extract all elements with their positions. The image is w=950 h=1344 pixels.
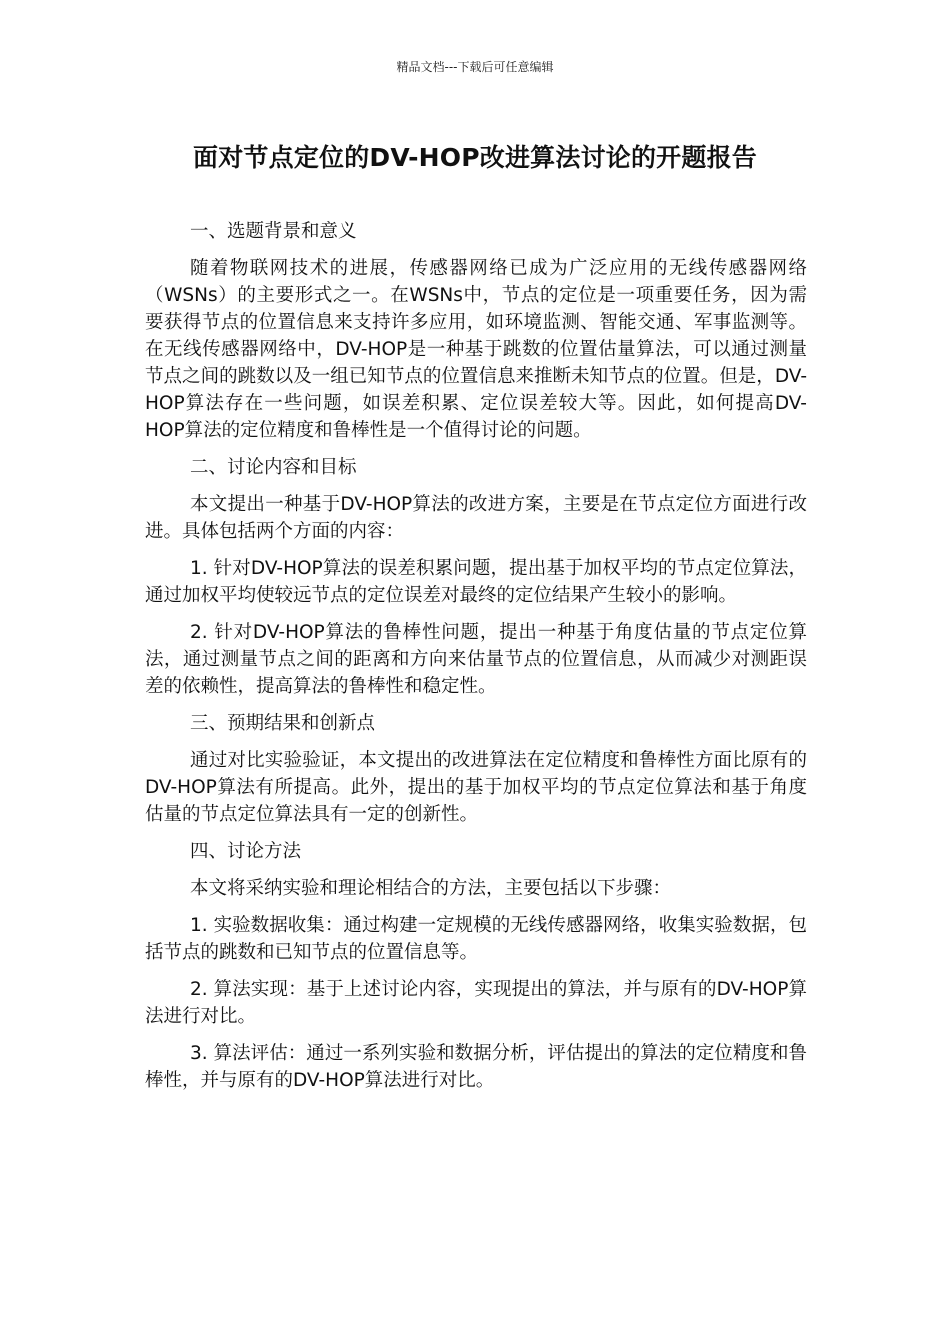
- section-heading: 三、预期结果和创新点: [190, 713, 376, 734]
- section-heading: 四、讨论方法: [190, 841, 302, 862]
- document-body: [145, 218, 807, 1104]
- paragraph: 2. 算法实现：基于上述讨论内容，实现提出的算法，并与原有的DV-HOP算法进行对比。: [145, 979, 807, 1027]
- paragraph: 1. 实验数据收集：通过构建一定规模的无线传感器网络，收集实验数据，包括节点的跳数和已知节点的位置信息等。: [145, 915, 807, 963]
- section-heading: 一、选题背景和意义: [190, 221, 357, 242]
- paragraph: 本文提出一种基于DV-HOP算法的改进方案，主要是在节点定位方面进行改进。具体包括两个方面的内容：: [145, 494, 807, 542]
- page-header: 精品文档---下载后可任意编辑: [396, 60, 554, 74]
- paragraph: 随着物联网技术的进展，传感器网络已成为广泛应用的无线传感器网络（WSNs）的主要形式之一。在WSNs中，节点的定位是一项重要任务，因为需要获得节点的位置信息来支持许多应用，如环境监测、智能交通、军事监测等。在无线传感器网络中，DV-HOP是一种基于跳数的位置估量算法，可以通过测量节点之间的跳数以及一组已知节点的位置信息来推断未知节点的位置。但是，DV-HOP算法存在一些问题，如误差积累、定位误差较大等。因此，如何提高DV-HOP算法的定位精度和鲁棒性是一个值得讨论的问题。: [145, 258, 807, 441]
- paragraph: 1. 针对DV-HOP算法的误差积累问题，提出基于加权平均的节点定位算法，通过加权平均使较远节点的定位误差对最终的定位结果产生较小的影响。: [145, 558, 807, 606]
- document-title: 面对节点定位的DV-HOP改进算法讨论的开题报告: [193, 143, 757, 172]
- paragraph: 2. 针对DV-HOP算法的鲁棒性问题，提出一种基于角度估量的节点定位算法，通过测量节点之间的距离和方向来估量节点的位置信息，从而减少对测距误差的依赖性，提高算法的鲁棒性和稳定性。: [145, 622, 807, 697]
- paragraph: 通过对比实验验证，本文提出的改进算法在定位精度和鲁棒性方面比原有的DV-HOP算法有所提高。此外，提出的基于加权平均的节点定位算法和基于角度估量的节点定位算法具有一定的创新性。: [145, 750, 807, 825]
- paragraph: 本文将采纳实验和理论相结合的方法，主要包括以下步骤：: [190, 878, 672, 899]
- section-heading: 二、讨论内容和目标: [190, 457, 357, 478]
- paragraph: 3. 算法评估：通过一系列实验和数据分析，评估提出的算法的定位精度和鲁棒性，并与原有的DV-HOP算法进行对比。: [145, 1043, 807, 1091]
